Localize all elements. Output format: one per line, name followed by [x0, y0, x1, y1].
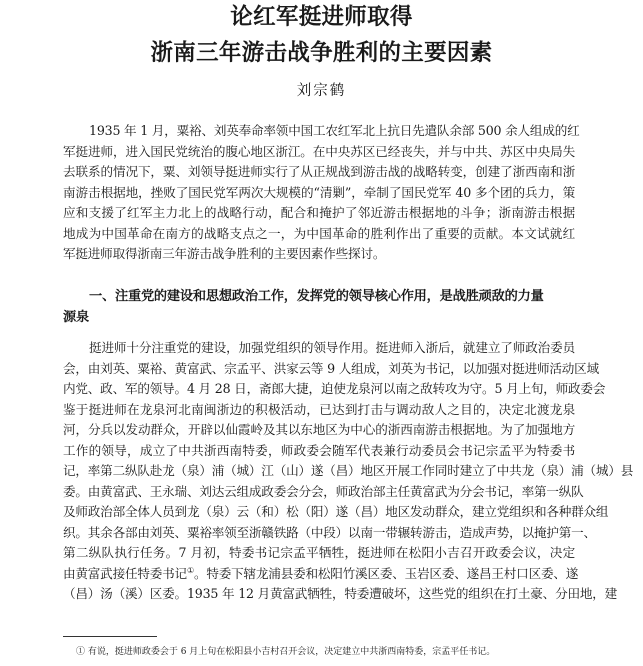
text-line: 地成为中国革命在南方的战略支点之一，为中国革命的胜利作出了重要的贡献。本文试就红	[63, 225, 575, 241]
footnote-marker[interactable]: ①	[186, 565, 194, 575]
text-line: 工作的领导，成立了中共浙西南特委，师政委会随军代表兼行动委员会书记宗孟平为特委书	[63, 442, 575, 458]
text-line: 记，率第二纵队赴龙（泉）浦（城）江（山）遂（昌）地区开展工作同时建立了中共龙（泉）浦（城）县	[63, 463, 634, 478]
text-line: 1935 年 1 月，粟裕、刘英奉命率领中国工农红军北上抗日先遣队余部 500 余人组成的红	[89, 123, 580, 138]
text-line: 内党、政、军的领导。4 月 28 日，斋郎大捷，迫使龙泉河以南之敌转攻为守。5 月上旬，师政委会	[63, 381, 606, 396]
text-line: 会，由刘英、粟裕、黄富武、宗孟平、洪家云等 9 人组成，刘英为书记，以加强对挺进师活动区域	[63, 360, 599, 376]
article-title-line-1: 论红军挺进师取得	[230, 4, 413, 30]
footnote-text: ① 有说，挺进师政委会于 6 月上旬在松阳县小吉村召开会议，决定建立中共浙西南特委，宗孟平任书记。	[76, 647, 496, 657]
text-line: 军挺进师，进入国民党统治的腹心地区浙江。在中央苏区已经丧失，并与中共、苏区中央局失	[63, 143, 575, 159]
intro-paragraph	[63, 121, 580, 265]
text-line-with-footnote	[63, 564, 579, 585]
text-line: 鉴于挺进师在龙泉河北南闽浙边的积极活动，已达到打击与调动敌人之目的，决定北渡龙泉	[63, 401, 575, 417]
text-line: 委。由黄富武、王永瑞、刘达云组成政委会分会，师政治部主任黄富武为分会书记，率第一纵队	[63, 483, 584, 499]
footnote-divider	[63, 636, 157, 637]
article-title-line-2: 浙南三年游击战争胜利的主要因素	[150, 40, 493, 66]
text-line: 军挺进师取得浙南三年游击战争胜利的主要因素作些探讨。	[63, 246, 386, 261]
author-name: 刘宗鹤	[296, 83, 347, 99]
text-line: 第二纵队执行任务。7 月初，特委书记宗孟平牺牲，挺进师在松阳小吉召开政委会议，决定	[63, 545, 575, 560]
heading-line: 一、注重党的建设和思想政治工作，发挥党的领导核心作用，是战胜顽敌的力量	[89, 289, 544, 304]
text-line: 河，分兵以发动群众，开辟以仙霞岭及其以东地区为中心的浙西南游击根据地。为了加强地方	[63, 422, 575, 437]
text-line: 南游击根据地，挫败了国民党军两次大规模的“清剿”，牵制了国民党军 40 多个团的兵力，策	[63, 184, 575, 200]
text-line: 去联系的情况下，粟、刘领导挺进师实行了从正规战到游击战的战略转变，创建了浙西南和浙	[63, 164, 575, 179]
heading-line: 源泉	[63, 310, 89, 325]
section-heading	[63, 286, 575, 328]
body-paragraph	[63, 338, 634, 605]
text-line: 及师政治部全体人员到龙（泉）云（和）松（阳）遂（昌）地区发动群众，建立党组织和各种群众组	[63, 504, 609, 519]
text-line: 应和支援了红军主力北上的战略行动，配合和掩护了邻近游击根据地的斗争；浙南游击根据	[63, 205, 575, 220]
text-fragment: 由黄富武接任特委书记	[63, 565, 187, 581]
text-line: 织。其余各部由刘英、粟裕率领至浙赣铁路（中段）以南一带辗转游击，造成声势，以掩护第一、	[63, 524, 596, 540]
text-fragment: 。特委下辖龙浦县委和松阳竹溪区委、玉岩区委、遂昌王村口区委、遂	[193, 565, 579, 581]
text-line: （昌）汤（溪）区委。1935 年 12 月黄富武牺牲，特委遭破坏，这些党的组织在打土豪、分田地，建	[63, 586, 618, 601]
text-line: 挺进师十分注重党的建设，加强党组织的领导作用。挺进师入浙后，就建立了师政治委员	[89, 340, 575, 355]
